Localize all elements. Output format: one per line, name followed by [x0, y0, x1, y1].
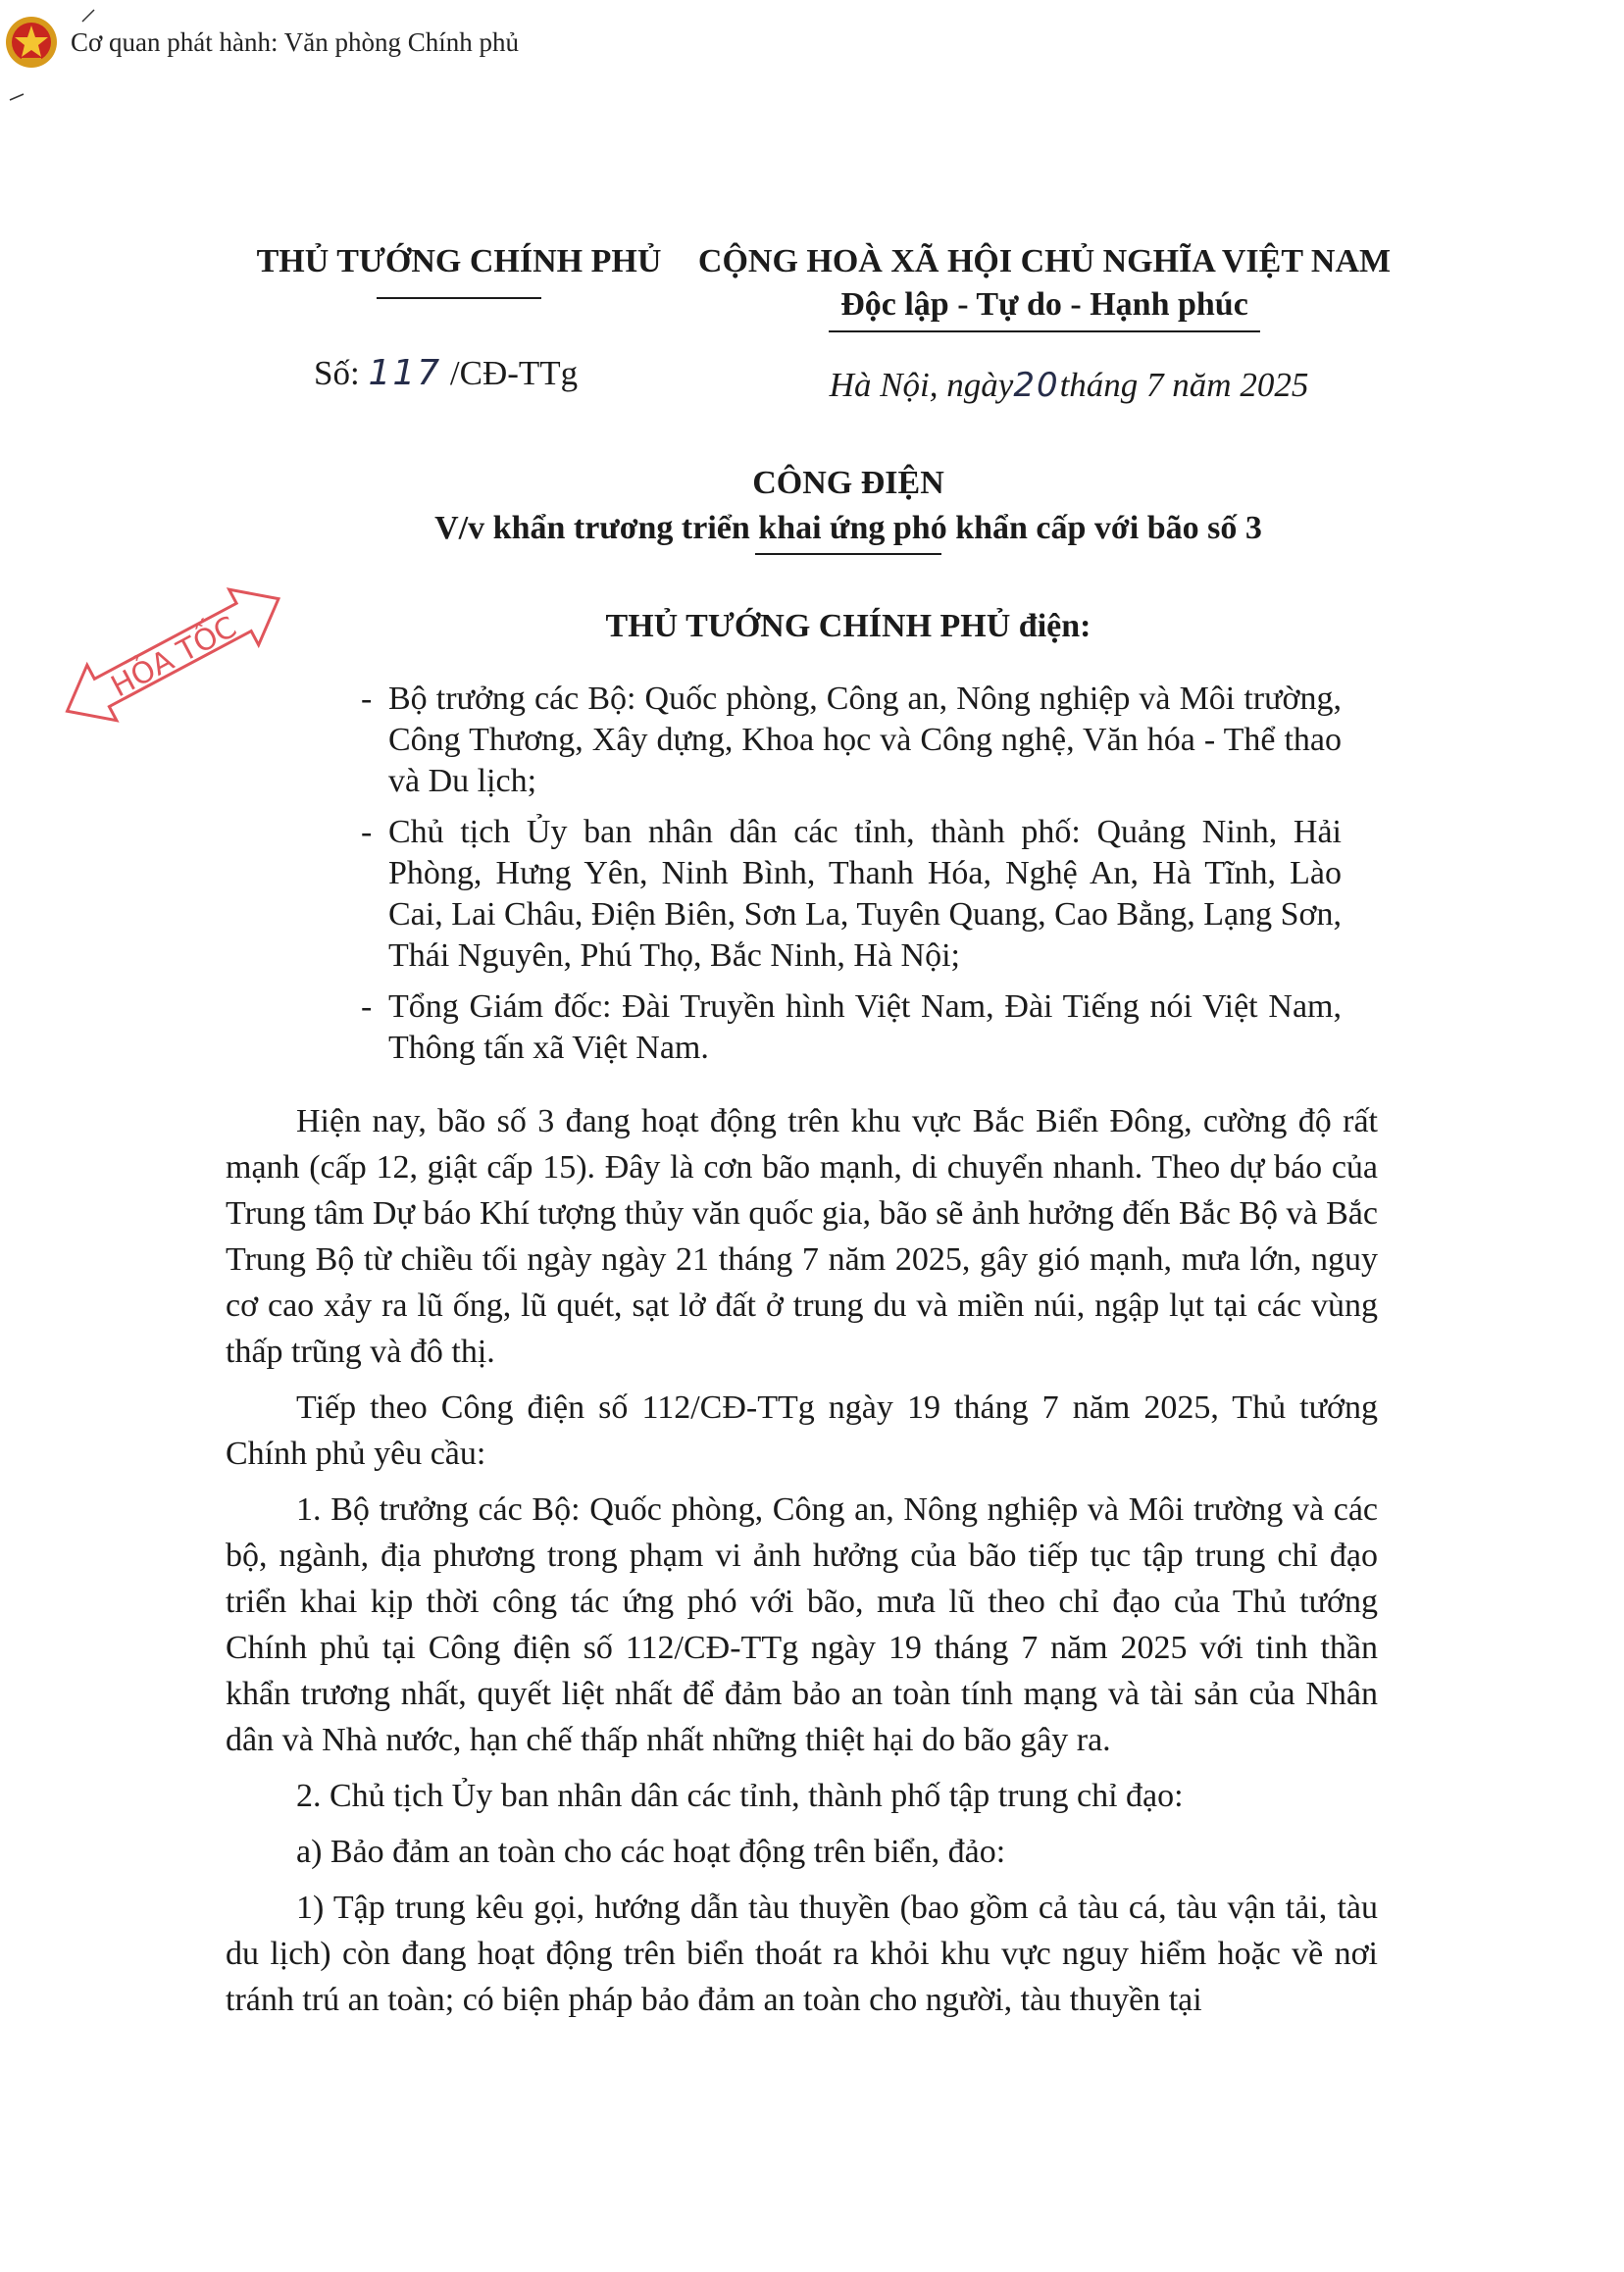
body-paragraph: 2. Chủ tịch Ủy ban nhân dân các tỉnh, thành phố tập trung chỉ đạo:	[296, 1778, 1184, 1814]
number-prefix: Số:	[314, 354, 360, 392]
scan-mark	[8, 90, 27, 104]
document-number	[314, 353, 578, 393]
subject-underline	[755, 553, 941, 555]
issuing-authority	[243, 240, 675, 299]
recipient-list	[361, 679, 1342, 1079]
recipients-title: THỦ TƯỚNG CHÍNH PHỦ điện:	[605, 608, 1091, 644]
urgent-stamp-text: HỎA TỐC	[105, 610, 243, 705]
urgent-stamp	[39, 544, 314, 780]
national-title-line1: CỘNG HOÀ XÃ HỘI CHỦ NGHĨA VIỆT NAM	[697, 243, 1392, 279]
motto-underline	[829, 330, 1260, 332]
recipient-text: Bộ trưởng các Bộ: Quốc phòng, Công an, Nông nghiệp và Môi trường, Công Thương, Xây dựng, Khoa học và Công nghệ, Văn hóa - Thể thao và Du lịch;	[388, 681, 1342, 799]
authority-underline	[377, 297, 541, 299]
handwritten-day: 20	[1013, 366, 1060, 405]
body-paragraph: 1) Tập trung kêu gọi, hướng dẫn tàu thuyền (bao gồm cả tàu cá, tàu vận tải, tàu du lịch) còn đang hoạt động trên biển thoát ra khỏi khu vực nguy hiểm hoặc về nơi tránh trú an toàn; có biện pháp bảo đảm an toàn cho người, tàu thuyền tại	[226, 1890, 1378, 2018]
recipient-item: - Tổng Giám đốc: Đài Truyền hình Việt Nam, Đài Tiếng nói Việt Nam, Thông tấn xã Việt Nam.	[361, 988, 1342, 1066]
handwritten-number: 117	[368, 353, 442, 393]
body-paragraph: Hiện nay, bão số 3 đang hoạt động trên khu vực Bắc Biển Đông, cường độ rất mạnh (cấp 12, giật cấp 15). Đây là cơn bão mạnh, di chuyển nhanh. Theo dự báo của Trung tâm Dự báo Khí tượng thủy văn quốc gia, bão sẽ ảnh hưởng đến Bắc Bộ và Bắc Trung Bộ từ chiều tối ngày ngày 21 tháng 7 năm 2025, gây gió mạnh, mưa lớn, nguy cơ cao xảy ra lũ ống, lũ quét, sạt lở đất ở trung du và miền núi, ngập lụt tại các vùng thấp trũng và đô thị.	[226, 1103, 1378, 1370]
document-body	[226, 1098, 1378, 2033]
national-motto: Độc lập - Tự do - Hạnh phúc	[840, 286, 1248, 323]
body-paragraph: a) Bảo đảm an toàn cho các hoạt động trên biển, đảo:	[296, 1834, 1006, 1870]
recipient-text: Tổng Giám đốc: Đài Truyền hình Việt Nam, Đài Tiếng nói Việt Nam, Thông tấn xã Việt Nam.	[388, 988, 1342, 1066]
issuer-label: Cơ quan phát hành: Văn phòng Chính phủ	[71, 26, 519, 57]
vietnam-national-emblem-icon	[4, 15, 59, 70]
document-title-block	[294, 461, 1402, 555]
date-prefix: Hà Nội, ngày	[829, 366, 1014, 404]
recipient-item: - Chủ tịch Ủy ban nhân dân các tỉnh, thành phố: Quảng Ninh, Hải Phòng, Hưng Yên, Ninh Bình, Thanh Hóa, Nghệ An, Hà Tĩnh, Lào Cai, Lai Châu, Điện Biên, Sơn La, Tuyên Quang, Cao Bằng, Lạng Sơn, Thái Nguyên, Phú Thọ, Bắc Ninh, Hà Nội;	[361, 814, 1342, 974]
document-subject: V/v khẩn trương triển khai ứng phó khẩn cấp với bão số 3	[434, 510, 1262, 546]
scan-mark	[80, 8, 100, 24]
national-title	[686, 240, 1402, 332]
body-paragraph: Tiếp theo Công điện số 112/CĐ-TTg ngày 19 tháng 7 năm 2025, Thủ tướng Chính phủ yêu cầu:	[226, 1389, 1378, 1472]
issuing-authority-name: THỦ TƯỚNG CHÍNH PHỦ	[256, 243, 662, 279]
number-suffix: /CĐ-TTg	[449, 354, 579, 392]
recipient-item: - Bộ trưởng các Bộ: Quốc phòng, Công an, Nông nghiệp và Môi trường, Công Thương, Xây dựng, Khoa học và Công nghệ, Văn hóa - Thể thao và Du lịch;	[361, 681, 1342, 799]
document-date	[745, 366, 1393, 405]
document-type: CÔNG ĐIỆN	[752, 465, 944, 501]
body-paragraph: 1. Bộ trưởng các Bộ: Quốc phòng, Công an, Nông nghiệp và Môi trường và các bộ, ngành, địa phương trong phạm vi ảnh hưởng của bão tiếp tục tập trung chỉ đạo triển khai kịp thời công tác ứng phó với bão, mưa lũ theo chỉ đạo của Thủ tướng Chính phủ tại Công điện số 112/CĐ-TTg ngày 19 tháng 7 năm 2025 với tinh thần khẩn trương nhất, quyết liệt nhất để đảm bảo an toàn tính mạng và tài sản của Nhân dân và Nhà nước, hạn chế thấp nhất những thiệt hại do bão gây ra.	[226, 1491, 1378, 1758]
date-suffix: tháng 7 năm 2025	[1059, 366, 1309, 404]
recipient-text: Chủ tịch Ủy ban nhân dân các tỉnh, thành phố: Quảng Ninh, Hải Phòng, Hưng Yên, Ninh Bình, Thanh Hóa, Nghệ An, Hà Tĩnh, Lào Cai, Lai Châu, Điện Biên, Sơn La, Tuyên Quang, Cao Bằng, Lạng Sơn, Thái Nguyên, Phú Thọ, Bắc Ninh, Hà Nội;	[388, 814, 1342, 974]
